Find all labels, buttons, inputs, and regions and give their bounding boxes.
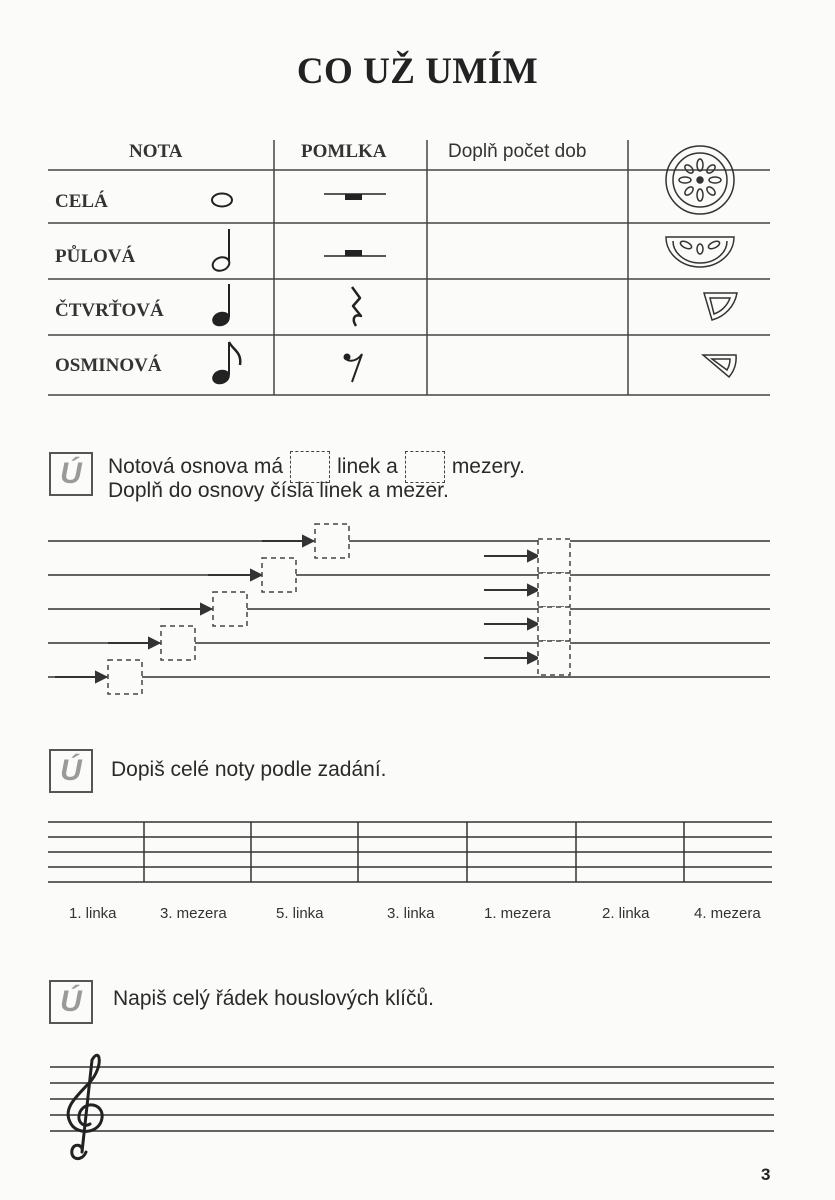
measure-label: 4. mezera <box>694 905 761 922</box>
measure-label: 5. linka <box>276 905 324 922</box>
quarter-orange-icon <box>704 293 737 320</box>
answer-box-line-2 <box>161 626 195 660</box>
page-title: CO UŽ UMÍM <box>296 51 539 92</box>
whole-note-icon <box>212 194 232 207</box>
measure-label: 2. linka <box>602 905 650 922</box>
task1-instruction: Doplň do osnovy čísla linek a mezer. <box>108 479 449 502</box>
header-nota: NOTA <box>129 141 183 162</box>
row-label-ctvrtova: ČTVRŤOVÁ <box>55 300 164 321</box>
half-rest-icon <box>324 250 386 256</box>
measure-label: 3. mezera <box>160 905 227 922</box>
eighth-rest-icon <box>344 354 363 383</box>
header-pomlka: POMLKA <box>301 141 387 162</box>
header-beats: Doplň počet dob <box>448 141 587 162</box>
answer-box-line-1 <box>108 660 142 694</box>
half-orange-icon <box>666 237 734 267</box>
task2-staff <box>48 822 772 882</box>
task3-staff <box>50 1067 774 1131</box>
row-label-cela: CELÁ <box>55 191 108 212</box>
whole-orange-icon <box>666 146 734 214</box>
quarter-rest-icon <box>352 287 361 326</box>
task1-line1-part-b: linek a <box>337 455 398 478</box>
treble-clef-icon <box>68 1055 102 1158</box>
half-note-icon <box>211 229 231 273</box>
measure-label: 1. mezera <box>484 905 551 922</box>
whole-rest-icon <box>324 194 386 200</box>
page-number: 3 <box>761 1165 771 1184</box>
measure-label: 1. linka <box>69 905 117 922</box>
task3-instruction: Napiš celý řádek houslových klíčů. <box>113 987 434 1010</box>
quarter-note-icon <box>210 284 232 329</box>
task1-line1-part-c: mezery. <box>451 455 525 478</box>
answer-box-space-3 <box>538 573 570 607</box>
answer-box-line-4 <box>262 558 296 592</box>
eighth-orange-icon <box>703 355 736 377</box>
table-grid <box>48 140 770 395</box>
task3-badge: Ú <box>49 980 93 1024</box>
task1-badge: Ú <box>49 452 93 496</box>
task2-instruction: Dopiš celé noty podle zadání. <box>111 758 387 781</box>
answer-box-line-3 <box>213 592 247 626</box>
task2-badge: Ú <box>49 749 93 793</box>
answer-box-space-2 <box>538 607 570 641</box>
row-label-osminova: OSMINOVÁ <box>55 355 162 376</box>
task1-staff <box>48 541 770 677</box>
measure-label: 3. linka <box>387 905 435 922</box>
answer-box-space-4 <box>538 539 570 573</box>
task1-line1-part-a: Notová osnova má <box>108 455 284 478</box>
eighth-note-icon <box>210 342 240 387</box>
answer-box-line-5 <box>315 524 349 558</box>
answer-box-space-1 <box>538 641 570 675</box>
row-label-pulova: PŮLOVÁ <box>55 246 136 267</box>
